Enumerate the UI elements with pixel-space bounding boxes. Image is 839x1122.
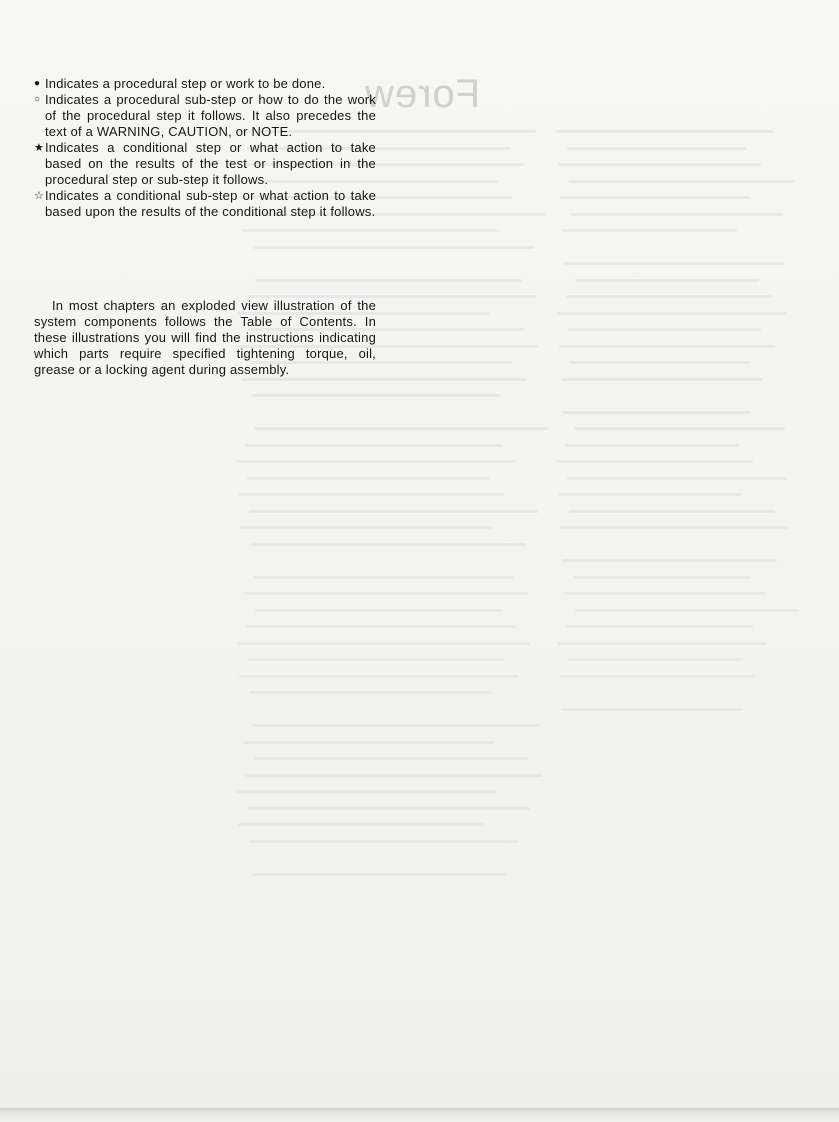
show-through-line [253,246,534,249]
show-through-line [575,279,759,282]
show-through-line [236,790,496,793]
legend-text: Indicates a procedural sub-step or how to do the work of the procedural step it follows. It also precedes the text of a WARNING, CAUTION, or NOTE. [45,92,376,139]
exploded-view-paragraph: In most chapters an exploded view illustration of the system components follows the Table of Contents. In these illustrations you will find the instructions indicating which parts require specified tightening torque, oil, grease or a locking agent during assembly. [34,298,376,377]
show-through-line [247,807,530,810]
show-through-line [562,559,777,562]
legend-item-conditional-sub-step [34,188,376,220]
show-through-line [248,658,504,661]
show-through-line [245,774,542,777]
legend-item-procedural-step [34,76,376,92]
open-star-icon: ☆ [34,190,45,202]
show-through-line [252,724,540,727]
show-through-line [236,460,516,463]
show-through-line [569,180,795,183]
show-through-line [251,543,526,546]
show-through-text [236,130,786,890]
show-through-line [252,394,500,397]
show-through-line [556,130,773,133]
show-through-line [560,196,749,199]
show-through-line [255,609,502,612]
show-through-line [249,840,518,843]
show-through-line [243,741,494,744]
page-bottom-edge [0,1108,839,1122]
show-through-line [240,526,492,529]
show-through-line [574,427,785,430]
show-through-line [557,642,767,645]
filled-bullet-icon: ● [34,78,41,89]
show-through-line [245,444,502,447]
show-through-line [568,328,761,331]
show-through-line [563,411,751,414]
show-through-line [556,460,753,463]
show-through-line [566,295,773,298]
show-through-line [251,873,506,876]
legend-text: Indicates a procedural step or work to be done. [45,76,326,91]
show-through-line [565,444,739,447]
show-through-line [558,163,761,166]
legend-item-conditional-step [34,140,376,188]
show-through-line [568,658,741,661]
show-through-line [561,708,743,711]
filled-star-icon: ★ [34,142,45,154]
show-through-line [238,493,504,496]
legend-text: Indicates a conditional step or what action to take based on the results of the test or inspection in the procedural step or sub-step it follows. [45,140,376,187]
show-through-line [575,609,799,612]
show-through-line [557,312,787,315]
show-through-line [570,361,749,364]
show-through-line [247,477,490,480]
open-bullet-icon: ○ [34,94,41,105]
show-through-line [566,625,753,628]
show-through-line [564,262,785,265]
show-through-line [573,576,751,579]
legend-text: Indicates a conditional sub-step or what action to take based upon the results of the conditional step it follows. [45,188,376,219]
show-through-line [242,229,500,232]
show-through-title: Forew [364,72,481,116]
show-through-line [244,592,528,595]
show-through-line [254,757,528,760]
show-through-line [237,642,530,645]
show-through-line [246,625,516,628]
show-through-line [559,345,775,348]
show-through-line [564,592,765,595]
show-through-line [569,510,775,513]
show-through-line [571,213,783,216]
show-through-line [249,510,538,513]
show-through-line [559,675,755,678]
show-through-line [239,675,518,678]
show-through-line [567,147,747,150]
show-through-line [558,493,741,496]
show-through-line [254,427,548,430]
show-through-line [238,823,484,826]
show-through-line [561,378,763,381]
show-through-line [250,691,492,694]
legend-item-procedural-sub-step [34,92,376,140]
show-through-line [567,477,787,480]
show-through-line [255,279,522,282]
show-through-line [562,229,737,232]
show-through-line [560,526,789,529]
show-through-line [253,576,514,579]
symbol-legend [34,76,376,220]
